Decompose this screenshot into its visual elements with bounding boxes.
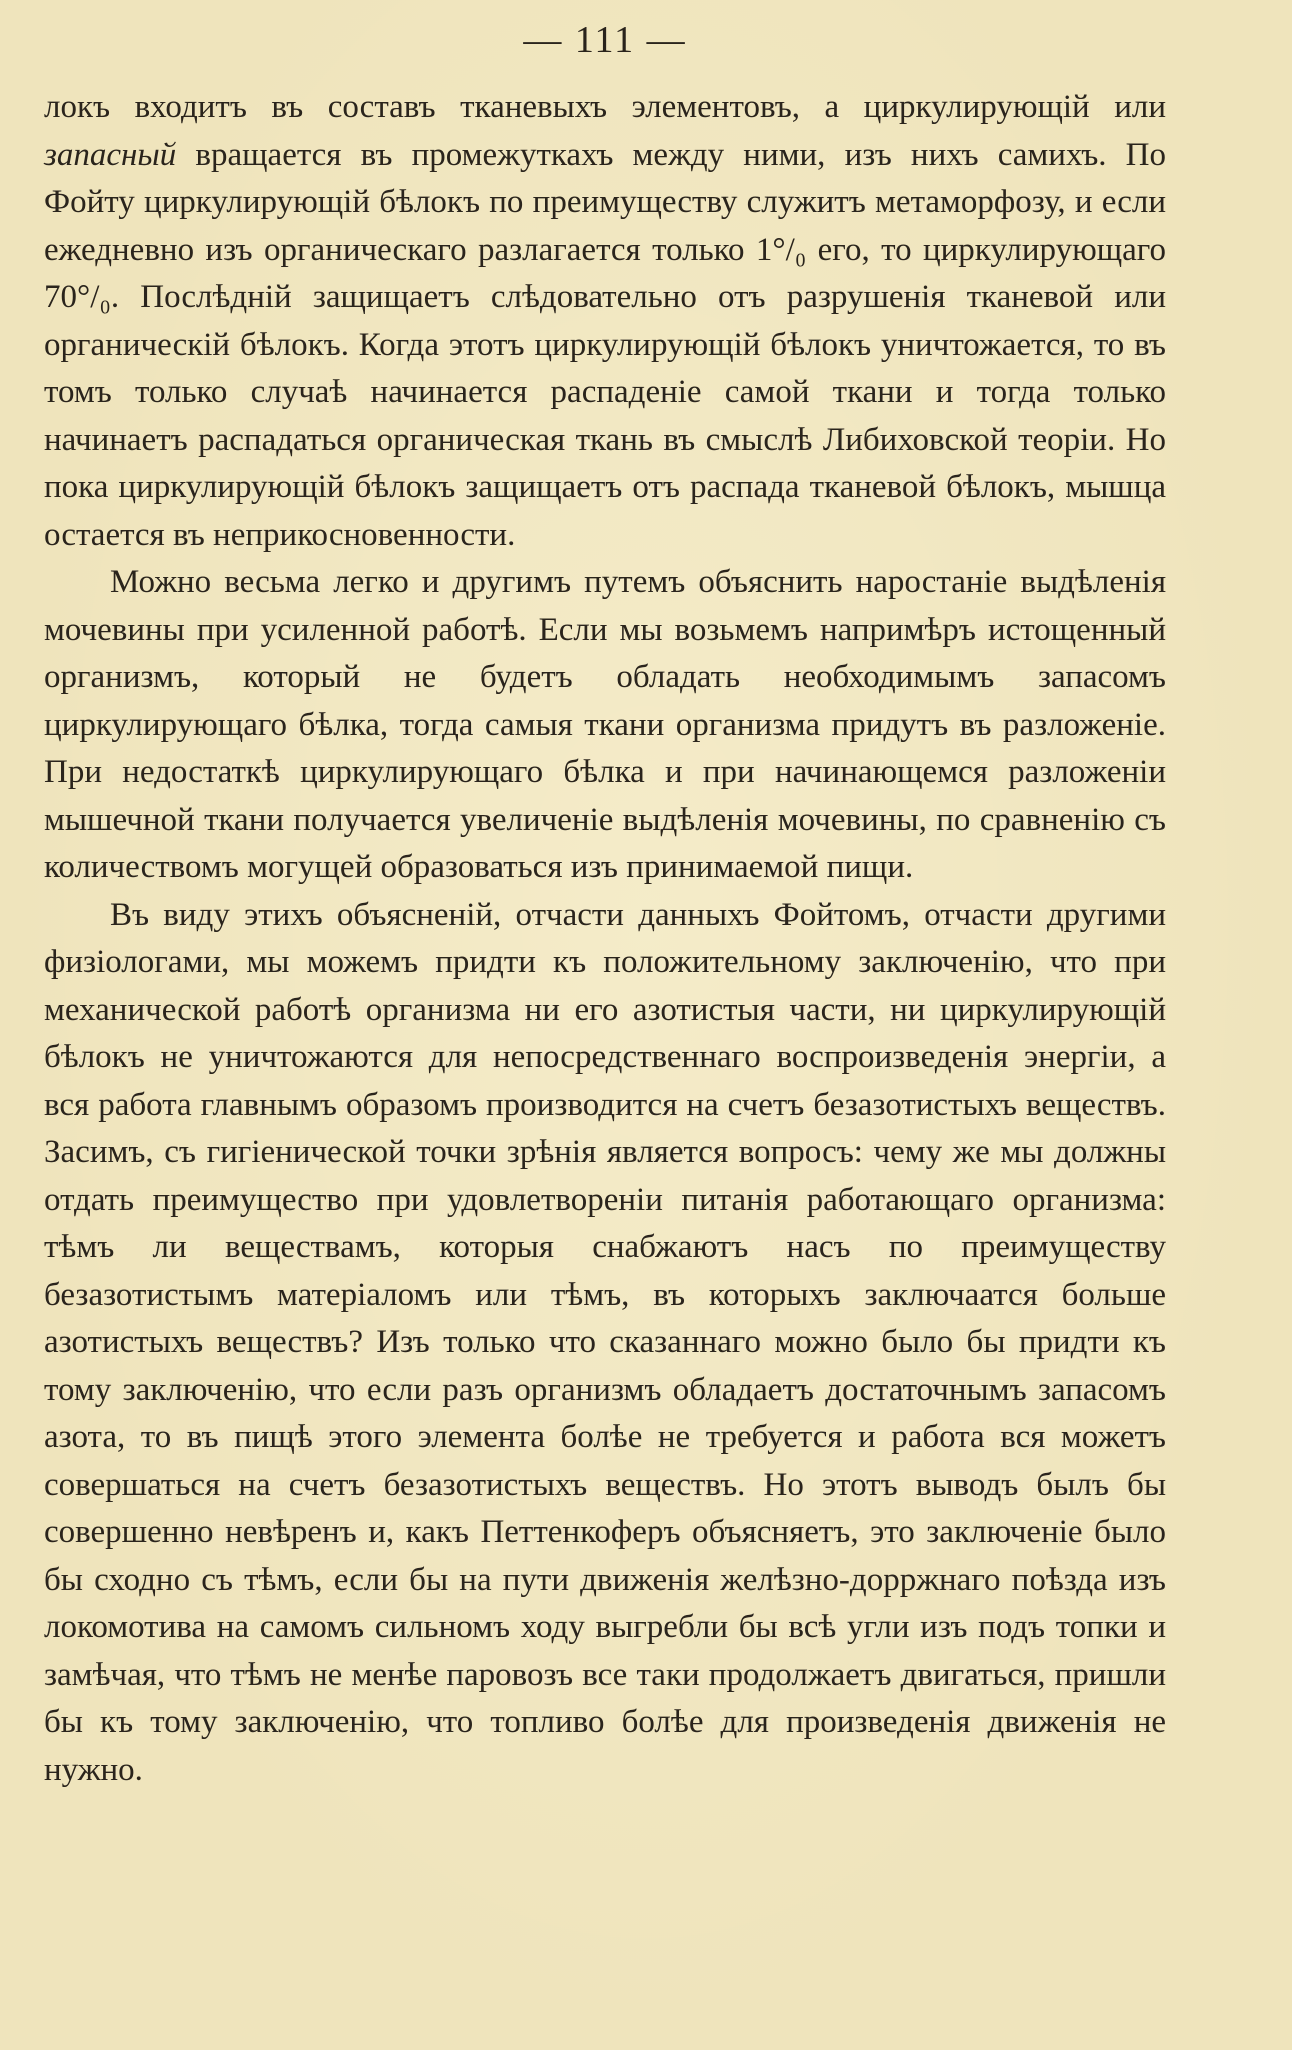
paragraph-3-text: Въ виду этихъ объясненій, отчасти данныхъ Фойтомъ, отчасти другими физіологами, мы можемъ придти къ положительному заключенію, что при механической работѣ организма ни его азотистыя части, ни циркулирующій бѣлокъ не уничтожаются для непосредственнаго воспроизведенія энергіи, а вся работа главнымъ образомъ производится на счетъ безазотистыхъ веществъ. Засимъ, съ гигіенической точки зрѣнія является вопросъ: чему же мы должны отдать преимущество при удовлетвореніи питанія работающаго организма: тѣмъ ли веществамъ, которыя снабжаютъ насъ по преимуществу безазотистымъ матеріаломъ или тѣмъ, въ которыхъ заключаатся больше азотистыхъ веществъ? Изъ только что сказаннаго можно было бы придти къ тому заключенію, что если разъ организмъ обладаетъ достаточнымъ запасомъ азота, то въ пищѣ этого элемента болѣе не требуется и работа вся можетъ совершаться на счетъ безазотистыхъ веществъ. Но этотъ выводъ былъ бы совершенно невѣренъ и, какъ Петтенкоферъ объясняетъ, это заключеніе было бы сходно съ тѣмъ, если бы на пути движенія желѣзно-дорржнаго поѣзда изъ локомотива на самомъ сильномъ ходу выгребли бы всѣ угли изъ подъ топки и замѣчая, что тѣмъ не менѣе паровозъ все таки продолжаетъ двигаться, пришли бы къ тому заключенію, что топливо болѣе для произведенія движенія не нужно. [44, 896, 1166, 1788]
paragraph-1 [44, 84, 1166, 559]
paragraph-3 [44, 892, 1166, 1795]
paragraph-1-italic-word: запасный [44, 136, 177, 173]
paragraph-2 [44, 559, 1166, 892]
paragraph-1-text-a: локъ входитъ въ составъ тканевыхъ элементовъ, а циркулирующій или [44, 89, 1166, 125]
paragraph-2-text: Можно весьма легко и другимъ путемъ объяснить наростаніе выдѣленія мочевины при усиленной работѣ. Если мы возьмемъ напримѣръ истощенный организмъ, который не будетъ обладать необходимымъ запасомъ циркулирующаго бѣлка, тогда самыя ткани организма придутъ въ разложеніе. При недостаткѣ циркулирующаго бѣлка и при начинающемся разложеніи мышечной ткани получается увеличеніе выдѣленія мочевины, по сравненію съ количествомъ могущей образоваться изъ принимаемой пищи. [44, 564, 1166, 885]
page-number: — 111 — [523, 19, 687, 61]
paragraph-1-text-b: вращается въ промежуткахъ между ними, изъ нихъ самихъ. По Фойту циркулирующій бѣлокъ по преимуществу служитъ метаморфозу, и если ежедневно изъ органическаго разлагается только 1°/₀ его, то циркулирующаго 70°/₀. Послѣдній защищаетъ слѣдовательно отъ разрушенія тканевой или органическій бѣлокъ. Когда этотъ циркулирующій бѣлокъ уничтожается, то въ томъ только случаѣ начинается распаденіе самой ткани и тогда только начинаетъ распадаться органическая ткань въ смыслѣ Либиховской теоріи. Но пока циркулирующій бѣлокъ защищаетъ отъ распада тканевой бѣлокъ, мышца остается въ неприкосновенности. [44, 136, 1166, 553]
